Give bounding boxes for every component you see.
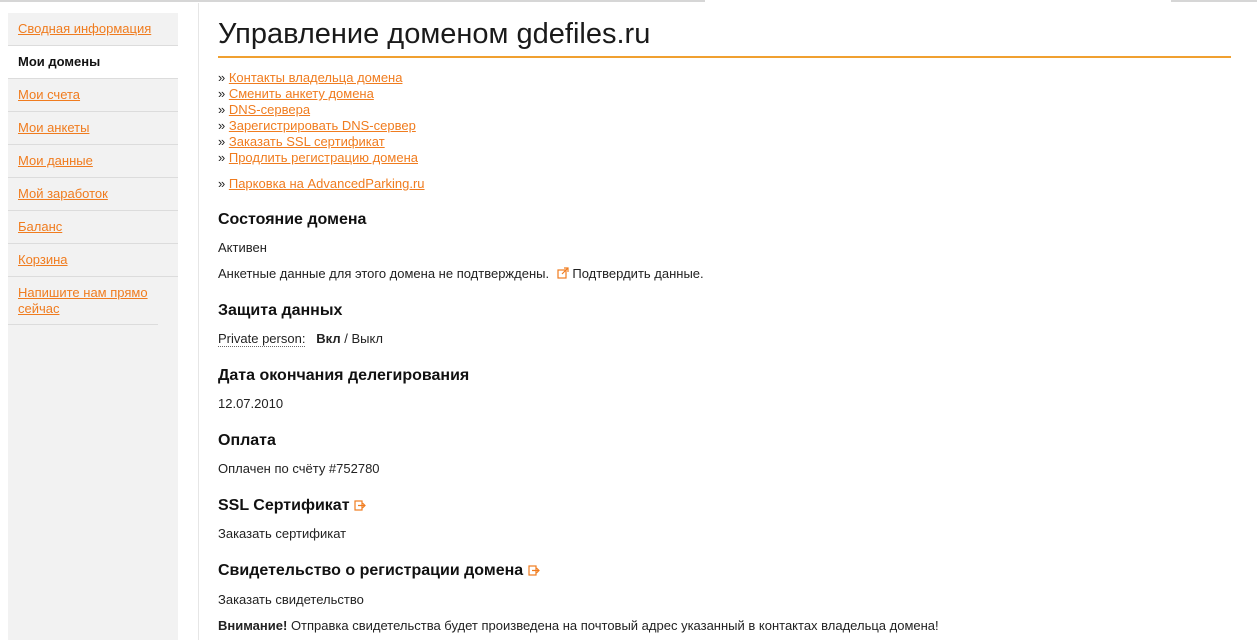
certificate-order-row xyxy=(218,592,364,608)
domain-sections xyxy=(218,0,1231,640)
sidebar-item-my-profiles[interactable] xyxy=(8,112,178,145)
protection-separator: / xyxy=(344,331,348,346)
renew-registration-link[interactable]: Продлить регистрацию домена xyxy=(228,150,418,165)
protection-row xyxy=(218,331,383,347)
sidebar-item-contact-us[interactable] xyxy=(8,277,158,325)
sidebar-item-label: Мои домены xyxy=(18,54,101,69)
parking-link[interactable]: Парковка на AdvancedParking.ru xyxy=(228,176,425,191)
sidebar-item-label[interactable]: Мои анкеты xyxy=(18,120,90,135)
delegation-date: 12.07.2010 xyxy=(218,396,284,411)
order-certificate-link[interactable]: Заказать сертификат xyxy=(218,526,347,541)
bullet: » xyxy=(218,102,226,117)
bullet: » xyxy=(218,118,226,133)
sidebar-item-my-invoices[interactable] xyxy=(8,79,178,112)
sidebar-item-label[interactable]: Баланс xyxy=(18,219,63,234)
protection-off-link[interactable]: Выкл xyxy=(351,331,383,346)
bullet: » xyxy=(218,134,226,149)
bullet: » xyxy=(218,70,226,85)
warning-label: Внимание! xyxy=(218,618,288,633)
order-registration-certificate-link[interactable]: Заказать свидетельство xyxy=(218,592,364,607)
payment-value: Оплачен по счёту #752780 xyxy=(218,461,380,476)
certificate-section-title: Свидетельство о регистрации домена xyxy=(218,562,524,579)
vertical-divider xyxy=(198,3,199,640)
sidebar-item-my-data[interactable] xyxy=(8,145,178,178)
ssl-order-row xyxy=(218,526,346,542)
external-arrow-icon[interactable] xyxy=(354,497,366,514)
sidebar-item-balance[interactable] xyxy=(8,211,178,244)
bullet: » xyxy=(218,150,226,165)
payment-section-title: Оплата xyxy=(218,432,276,449)
sidebar-item-label[interactable]: Мои счета xyxy=(18,87,81,102)
sidebar xyxy=(8,13,178,640)
register-dns-server-link[interactable]: Зарегистрировать DNS-сервер xyxy=(228,118,416,133)
external-arrow-icon[interactable] xyxy=(528,562,540,579)
sidebar-item-label[interactable]: Напишите нам прямо сейчас xyxy=(18,285,148,316)
ssl-section-title: SSL Сертификат xyxy=(218,497,350,514)
sidebar-item-summary[interactable] xyxy=(8,13,178,46)
certificate-section-header xyxy=(218,561,540,581)
sidebar-item-label[interactable]: Сводная информация xyxy=(18,21,152,36)
sidebar-item-my-domains[interactable] xyxy=(8,46,178,79)
sidebar-item-label[interactable]: Мои данные xyxy=(18,153,93,168)
confirm-suffix: . xyxy=(700,266,704,281)
sidebar-item-cart[interactable] xyxy=(8,244,178,277)
status-note: Анкетные данные для этого домена не подтверждены. xyxy=(218,266,550,281)
change-profile-link[interactable]: Сменить анкету домена xyxy=(228,86,374,101)
bullet: » xyxy=(218,86,226,101)
bullet: » xyxy=(218,176,226,191)
delegation-section-title: Дата окончания делегирования xyxy=(218,367,470,384)
confirm-data-link[interactable]: Подтвердить данные xyxy=(572,266,701,281)
warning-text: Отправка свидетельства будет произведена на почтовый адрес указанный в контактах владельца домена! xyxy=(290,618,939,633)
sidebar-item-label[interactable]: Мой заработок xyxy=(18,186,108,201)
order-ssl-link[interactable]: Заказать SSL сертификат xyxy=(228,134,385,149)
sidebar-item-my-earnings[interactable] xyxy=(8,178,178,211)
external-link-icon xyxy=(557,266,573,281)
status-note-row xyxy=(218,266,704,282)
protection-on-value: Вкл xyxy=(316,331,341,346)
ssl-section-header xyxy=(218,496,366,516)
status-value: Активен xyxy=(218,240,267,255)
sidebar-item-label[interactable]: Корзина xyxy=(18,252,68,267)
status-section-title: Состояние домена xyxy=(218,211,367,228)
protection-section-title: Защита данных xyxy=(218,302,343,319)
page-title: Управление доменом gdefiles.ru xyxy=(218,14,1231,58)
certificate-warning xyxy=(218,618,939,634)
dns-servers-link[interactable]: DNS-сервера xyxy=(228,102,311,117)
owner-contacts-link[interactable]: Контакты владельца домена xyxy=(228,70,403,85)
private-person-label: Private person: xyxy=(218,331,306,346)
